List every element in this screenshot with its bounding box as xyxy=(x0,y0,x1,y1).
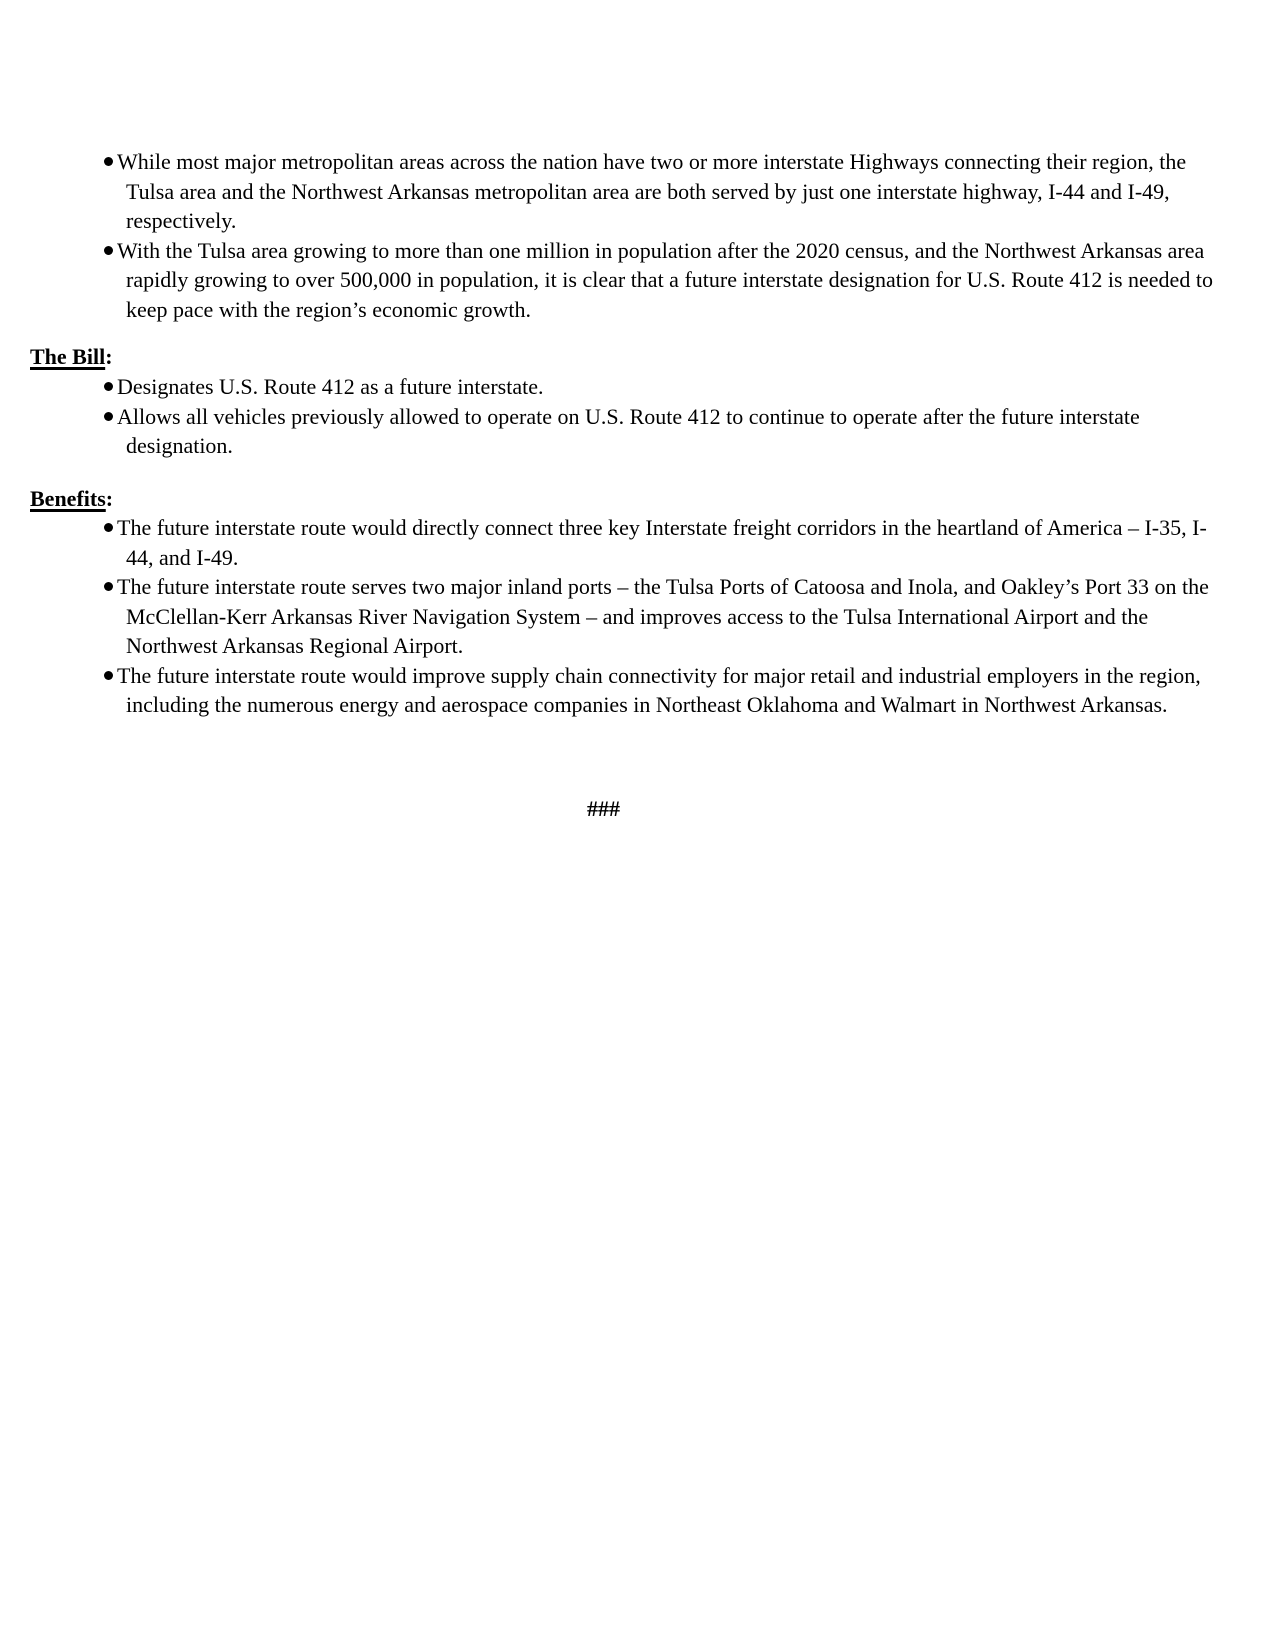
heading-text: The Bill xyxy=(30,344,106,369)
bullet-text: Designates U.S. Route 412 as a future interstate. xyxy=(117,374,544,399)
end-mark: ### xyxy=(587,796,620,821)
bullet-text: The future interstate route would directly connect three key Interstate freight corridors in the heartland of America – I-35, I-44, and I-49. xyxy=(117,515,1207,570)
list-item xyxy=(86,147,1226,236)
bullet-text: Allows all vehicles previously allowed to operate on U.S. Route 412 to continue to operate after the future interstate designation. xyxy=(117,403,1140,458)
bullet-text: While most major metropolitan areas across the nation have two or more interstate Highways connecting their region, the Tulsa area and the Northwest Arkansas metropolitan area are both served by just one interstate highway, I-44 and I-49, respectively. xyxy=(117,149,1187,233)
bullet-icon xyxy=(104,157,113,166)
bullet-icon xyxy=(104,671,113,680)
bill-bullet-list xyxy=(86,372,1226,461)
list-item xyxy=(86,572,1226,661)
bullet-icon xyxy=(104,382,113,391)
bullet-icon xyxy=(104,246,113,255)
intro-bullet-list xyxy=(86,147,1226,324)
list-item xyxy=(86,372,1226,402)
heading-colon: : xyxy=(105,344,113,369)
list-item xyxy=(86,661,1226,720)
benefits-bullet-list xyxy=(86,513,1226,720)
section-heading-benefits xyxy=(30,485,113,513)
list-item xyxy=(86,402,1226,461)
list-item xyxy=(86,236,1226,325)
bullet-icon xyxy=(104,523,113,532)
bullet-icon xyxy=(104,412,113,421)
list-item xyxy=(86,513,1226,572)
bullet-text: The future interstate route would improve supply chain connectivity for major retail and industrial employers in the region, including the numerous energy and aerospace companies in Northeast Oklahoma and Walmart in Northwest Arkansas. xyxy=(117,662,1201,717)
bullet-text: With the Tulsa area growing to more than one million in population after the 2020 census, and the Northwest Arkansas area rapidly growing to over 500,000 in population, it is clear that a future interstate designation for U.S. Route 412 is needed to keep pace with the region’s economic growth. xyxy=(117,237,1213,322)
heading-text: Benefits xyxy=(30,486,106,511)
bullet-icon xyxy=(104,582,113,591)
section-heading-the-bill xyxy=(30,343,113,371)
heading-colon: : xyxy=(105,486,114,511)
bullet-text: The future interstate route serves two major inland ports – the Tulsa Ports of Catoosa and Inola, and Oakley’s Port 33 on the McClellan-Kerr Arkansas River Navigation System – and improves access to the Tulsa International Airport and the Northwest Arkansas Regional Airport. xyxy=(117,574,1209,658)
